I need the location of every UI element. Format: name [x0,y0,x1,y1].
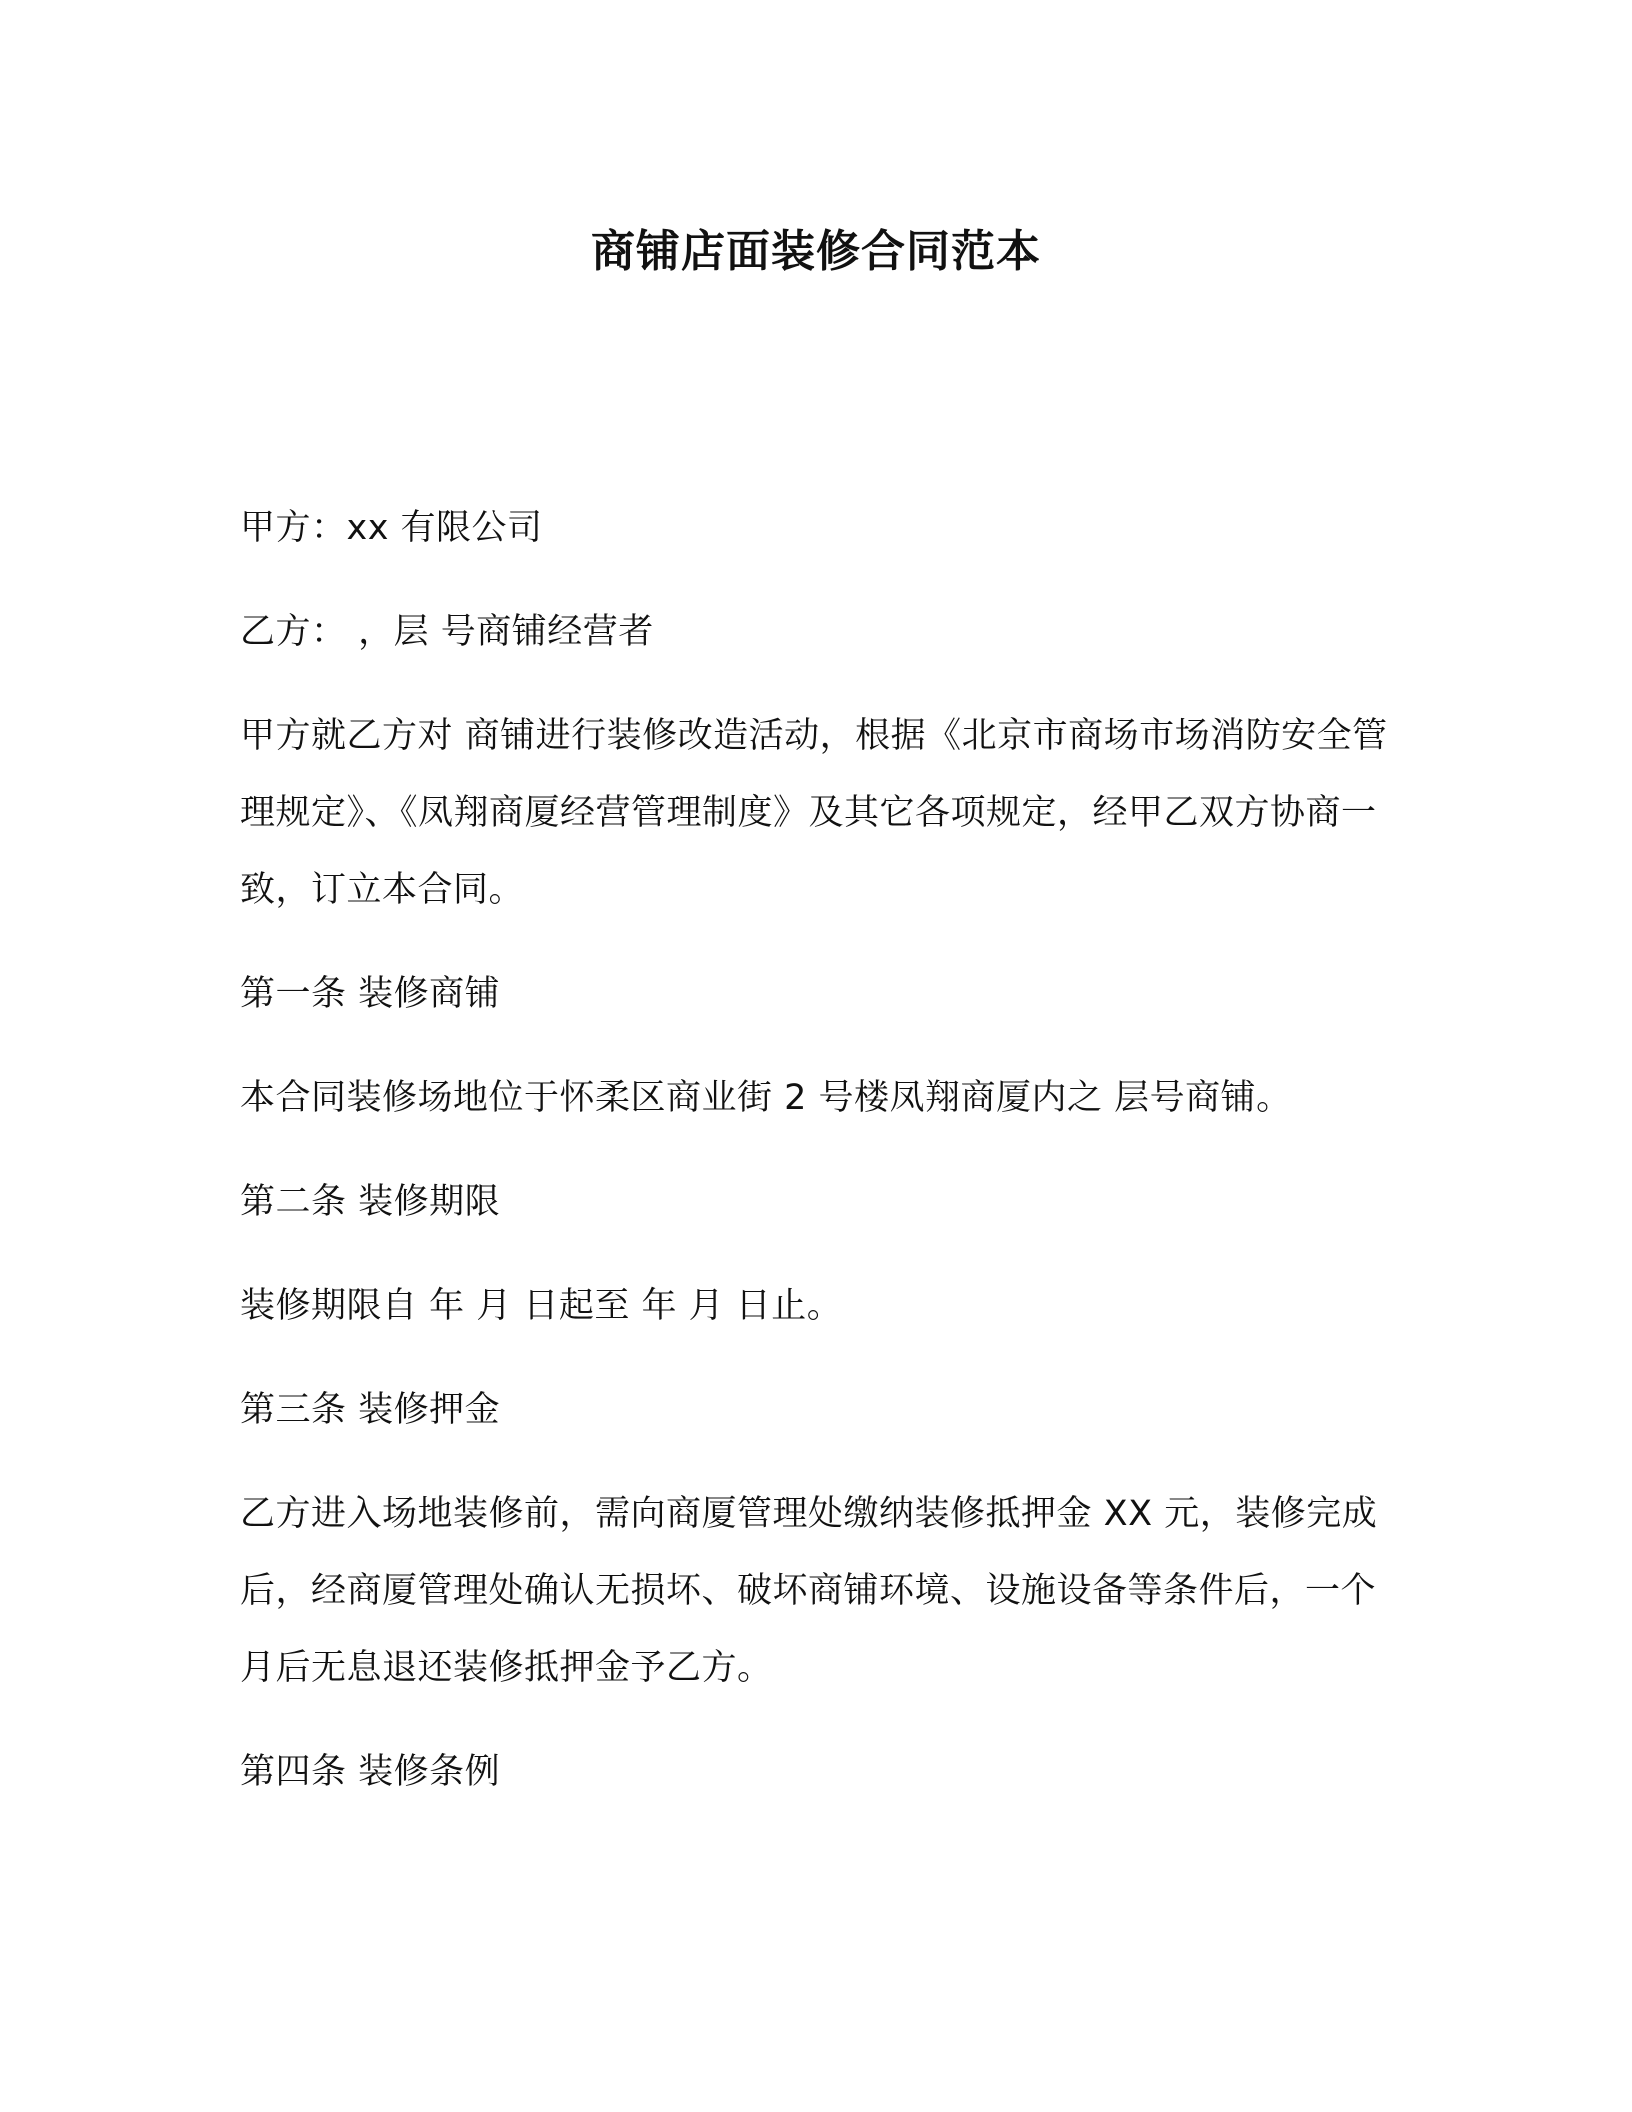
article-4-heading: 第四条 装修条例 [240,1752,501,1792]
party-b-line: 乙方： ，层 号商铺经营者 [240,612,654,652]
article-3-text: 乙方进入场地装修前，需向商厦管理处缴纳装修抵押金 XX 元，装修完成后，经商厦管理处确认无损坏、破坏商铺环境、设施设备等条件后，一个月后无息退还装修抵押金予乙方。 [240,1494,1378,1688]
document-title: 商铺店面装修合同范本 [591,226,1041,277]
preamble-paragraph: 甲方就乙方对 商铺进行装修改造活动，根据《北京市商场市场消防安全管理规定》、《凤翔商厦经营管理制度》及其它各项规定，经甲乙双方协商一致，订立本合同。 [240,716,1388,910]
article-1-text: 本合同装修场地位于怀柔区商业街 2 号楼凤翔商厦内之 层号商铺。 [240,1078,1292,1118]
party-a-line: 甲方：xx 有限公司 [240,508,543,548]
article-3-heading: 第三条 装修押金 [240,1390,501,1430]
article-2-text: 装修期限自 年 月 日起至 年 月 日止。 [240,1286,843,1326]
document-body [240,490,1400,1811]
article-2-heading: 第二条 装修期限 [240,1182,501,1222]
article-1-heading: 第一条 装修商铺 [240,974,501,1014]
